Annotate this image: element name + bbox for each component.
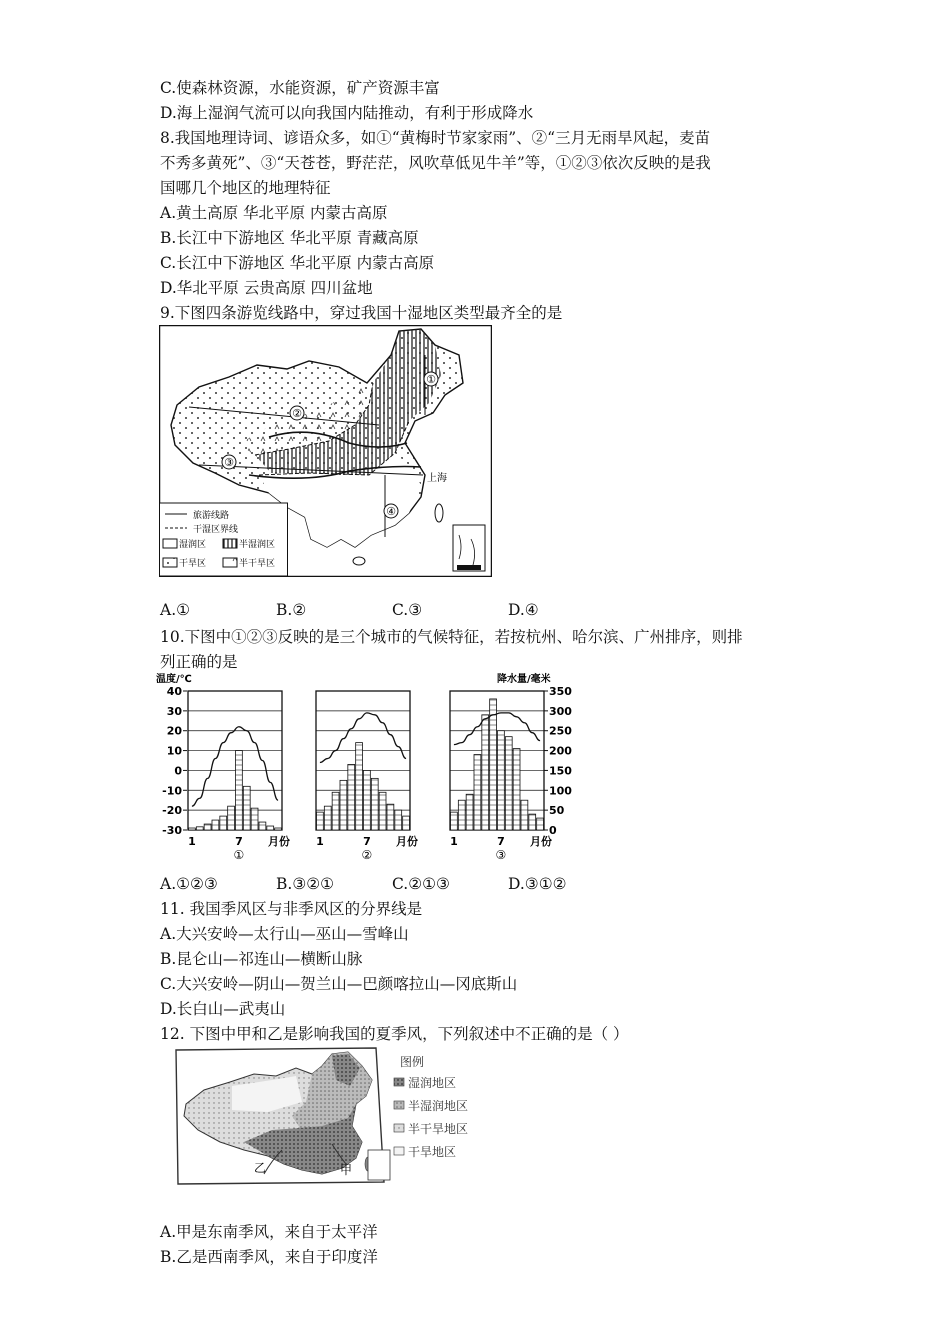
x-axis-label: 月份 [530,835,552,848]
legend-arid: 干旱区 [179,559,207,569]
x-tick-label: 7 [363,835,371,848]
precip-bar [243,786,250,830]
q9-option-b: B.② [276,601,307,619]
precip-bar [220,816,227,830]
precip-bar [196,827,203,830]
q11-option-d: D.长白山—武夷山 [160,1000,286,1018]
precip-bar [482,715,489,830]
precip-tick-label: 350 [549,685,572,698]
q10-stem-line2: 列正确的是 [160,653,238,671]
x-tick-label: 1 [450,835,458,848]
shanghai-label: 上海 [427,473,447,484]
x-tick-label: 1 [188,835,196,848]
precip-bar [513,749,520,830]
panel-label: ② [361,848,373,862]
precip-bar [474,755,481,830]
q9-option-a: A.① [160,601,191,619]
precip-bar [332,792,339,830]
temp-tick-label: -20 [162,804,182,818]
q9-option-d: D.④ [508,601,539,619]
precip-tick-label: 50 [549,804,565,818]
plot-frame [188,691,282,830]
x-tick-label: 7 [497,835,505,848]
legend-title: 图例 [400,1055,425,1069]
temp-tick-label: 40 [166,685,182,698]
q9-stem: 9.下图四条游览线路中，穿过我国十湿地区类型最齐全的是 [160,304,563,322]
yi-label: 乙 [254,1161,267,1175]
x-tick-label: 7 [235,835,243,848]
q11-option-b: B.昆仑山—祁连山—横断山脉 [160,950,363,968]
precip-bar [466,794,473,830]
legend-semiarid: 半干旱区 [239,559,276,569]
precip-tick-label: 100 [549,784,572,798]
climate-chart-1 [188,691,290,862]
q10-option-c: C.②①③ [392,875,450,893]
q12-stem: 12. 下图中甲和乙是影响我国的夏季风，下列叙述中不正确的是（ ） [160,1025,629,1043]
x-axis-label: 月份 [396,835,418,848]
legend-semihumid-area: 半湿润地区 [408,1099,469,1113]
temp-tick-label: -10 [162,784,182,798]
legend-semihumid: 半湿润区 [239,540,276,550]
q11-option-c: C.大兴安岭—阴山—贺兰山—巴颜喀拉山—冈底斯山 [160,975,518,993]
legend-arid-area: 干旱地区 [408,1145,457,1159]
precip-bar [387,804,394,830]
q9-options [160,600,539,620]
legend-semiarid-area: 半干旱地区 [408,1122,469,1136]
precip-bar [529,814,536,830]
legend-boundary: 干湿区界线 [193,525,239,535]
precip-bar [189,828,196,830]
precip-bar [505,737,512,830]
temp-tick-label: 20 [166,724,182,738]
q8-option-b: B.长江中下游地区 华北平原 青藏高原 [160,229,419,247]
precip-bar [236,751,243,830]
q7-option-c: C.使森林资源，水能资源，矿产资源丰富 [160,79,440,97]
precip-tick-label: 300 [549,704,572,718]
precip-bar [259,822,266,830]
q8-stem-line3: 国哪几个地区的地理特征 [160,179,331,197]
q10-option-a: A.①②③ [160,875,218,893]
q8-stem-line2: 不秀多黄死”、③“天苍苍，野茫茫，风吹草低见牛羊”等，①②③依次反映的是我 [160,154,711,172]
q12-option-a: A.甲是东南季风，来自于太平洋 [160,1223,378,1241]
precip-bar [379,792,386,830]
climate-charts [152,670,592,869]
temp-tick-label: -30 [162,824,182,837]
q10-option-d: D.③①② [508,875,567,893]
panel-label: ③ [495,848,507,862]
q10-stem-line1: 10.下图中①②③反映的是三个城市的气候特征，若按杭州、哈尔滨、广州排序，则排 [160,628,743,646]
q8-option-d: D.华北平原 云贵高原 四川盆地 [160,279,373,297]
q10-option-b: B.③②① [276,875,335,893]
q11-option-a: A.大兴安岭—太行山—巫山—雪峰山 [160,925,409,943]
climate-chart-2 [316,691,418,862]
route-3-label: ③ [224,456,234,469]
precip-tick-label: 250 [549,724,572,738]
q9-option-c: C.③ [392,601,423,619]
precip-bar [324,806,331,830]
q9-china-dryness-map [159,325,492,581]
q10-options [160,874,567,894]
temp-tick-label: 30 [166,704,182,718]
precip-bar [371,778,378,830]
route-1-label: ① [426,373,436,386]
temp-tick-label: 10 [166,744,182,758]
precip-bar [490,699,497,830]
precip-tick-label: 200 [549,744,572,758]
route-4-label: ④ [386,505,396,518]
legend-humid: 湿润区 [179,540,207,550]
route-2-label: ② [292,407,302,420]
x-axis-label: 月份 [268,835,290,848]
climate-chart-3 [450,691,552,862]
q7-option-d: D.海上湿润气流可以向我国内陆推动，有利于形成降水 [160,104,534,122]
precip-tick-label: 0 [549,824,557,837]
q12-option-b: B.乙是西南季风，来自于印度洋 [160,1248,378,1266]
q12-monsoon-map [172,1046,512,1190]
precip-bar [403,816,410,830]
temp-tick-label: 0 [174,764,182,778]
legend-route: 旅游线路 [193,511,230,521]
temp-axis-label: 温度/℃ [156,674,192,685]
q8-stem-line1: 8.我国地理诗词、谚语众多，如①“黄梅时节家家雨”、②“三月无雨旱风起，麦苗 [160,129,711,147]
precip-bar [228,806,235,830]
legend-humid-area: 湿润地区 [408,1076,457,1090]
precip-tick-label: 150 [549,764,572,778]
jia-label: 甲 [340,1163,353,1177]
precip-axis-label: 降水量/毫米 [497,674,551,685]
precip-bar [267,826,274,830]
q8-option-a: A.黄土高原 华北平原 内蒙古高原 [160,204,388,222]
x-tick-label: 1 [316,835,324,848]
q8-option-c: C.长江中下游地区 华北平原 内蒙古高原 [160,254,435,272]
q11-stem: 11. 我国季风区与非季风区的分界线是 [160,900,423,918]
precip-bar [275,828,282,830]
panel-label: ① [233,848,245,862]
precip-bar [356,743,363,830]
precip-bar [251,808,258,830]
